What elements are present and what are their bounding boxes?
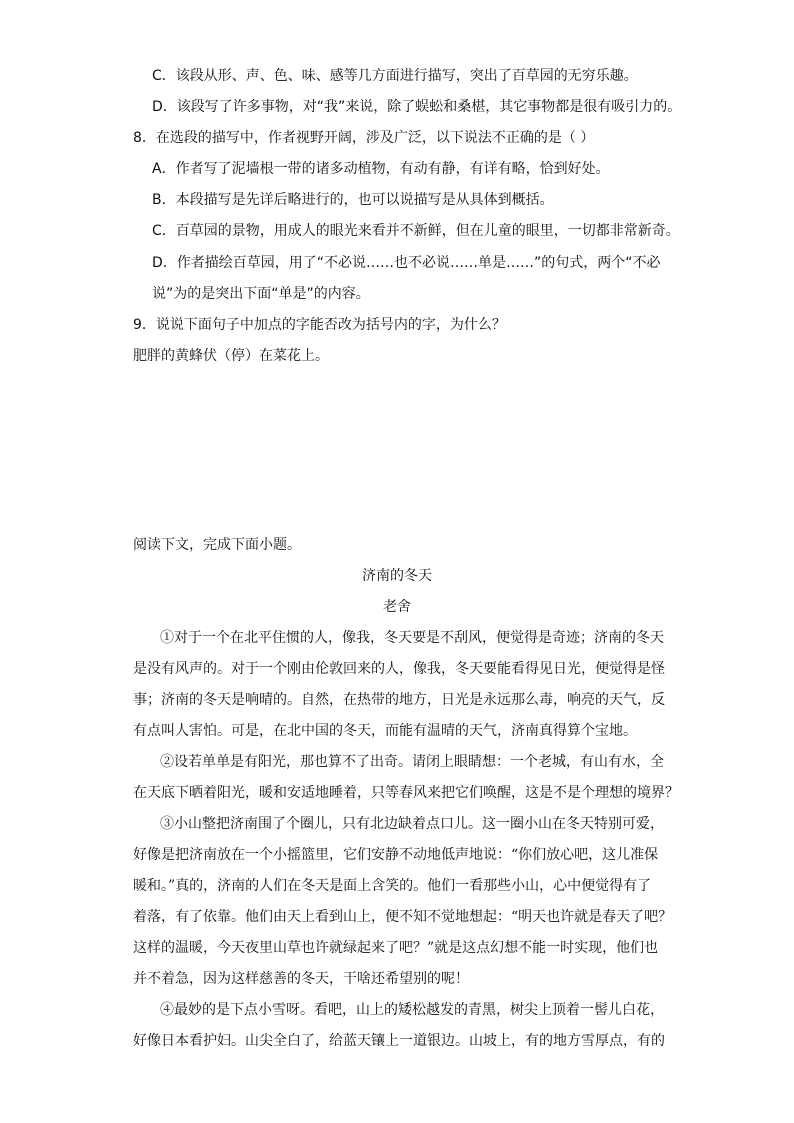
essay-line: 着落，有了依靠。他们由天上看到山上，便不知不觉地想起：“明天也许就是春天了吧？ <box>133 909 673 925</box>
q7-option-c: C．该段从形、声、色、味、感等几方面进行描写，突出了百草园的无穷乐趣。 <box>152 68 638 84</box>
essay-line: 暖和。”真的，济南的人们在冬天是面上含笑的。他们一看那些小山，心中便觉得有了 <box>133 878 652 894</box>
essay-line: ①对于一个在北平住惯的人，像我，冬天要是不刮风，便觉得是奇迹；济南的冬天 <box>160 630 664 646</box>
essay-line: 是没有风声的。对于一个刚由伦敦回来的人，像我，冬天要能看得见日光，便觉得是怪 <box>133 661 665 677</box>
q8-option-c: C．百草园的景物，用成人的眼光来看并不新鲜，但在儿童的眼里，一切都非常新奇。 <box>152 223 680 239</box>
q7-option-d: D．该段写了许多事物，对“我”来说，除了蜈蚣和桑椹，其它事物都是很有吸引力的。 <box>152 99 682 115</box>
essay-line: 在天底下晒着阳光，暖和安适地睡着，只等春风来把它们唤醒，这是不是个理想的境界？ <box>133 785 679 801</box>
essay-line: ④最妙的是下点小雪呀。看吧，山上的矮松越发的青黑，树尖上顶着一髻儿白花， <box>160 1002 664 1018</box>
essay-line: 这样的温暖，今天夜里山草也许就绿起来了吧？”就是这点幻想不能一时实现，他们也 <box>133 940 659 956</box>
reading-instruction: 阅读下文，完成下面小题。 <box>133 537 301 553</box>
q8-option-b: B．本段描写是先详后略进行的，也可以说描写是从具体到概括。 <box>152 192 554 208</box>
essay-line: 并不着急，因为这样慈善的冬天，干啥还希望别的呢！ <box>133 971 469 987</box>
essay-author: 老舍 <box>383 599 411 615</box>
q8-stem: 8．在选段的描写中，作者视野开阔，涉及广泛，以下说法不正确的是（ ） <box>133 130 595 146</box>
essay-line: 好像是把济南放在一个小摇篮里，它们安静不动地低声地说：“你们放心吧，这儿准保 <box>133 847 659 863</box>
essay-line: 事；济南的冬天是响晴的。自然，在热带的地方，日光是永远那么毒，响亮的天气，反 <box>133 692 665 708</box>
q8-option-d-line1: D．作者描绘百草园，用了“不必说……也不必说……单是……”的句式，两个“不必 <box>152 255 661 271</box>
q9-sentence: 肥胖的黄蜂伏（停）在菜花上。 <box>133 348 329 364</box>
essay-line: 好像日本看护妇。山尖全白了，给蓝天镶上一道银边。山坡上，有的地方雪厚点，有的 <box>133 1033 665 1049</box>
essay-line: ③小山整把济南围了个圈儿，只有北边缺着点口儿。这一圈小山在冬天特别可爱， <box>160 816 664 832</box>
essay-line: ②设若单单是有阳光，那也算不了出奇。请闭上眼睛想：一个老城，有山有水，全 <box>160 754 664 770</box>
essay-title: 济南的冬天 <box>362 568 432 584</box>
q8-option-d-line2: 说”为的是突出下面“单是”的内容。 <box>152 286 370 302</box>
q8-option-a: A．作者写了泥墙根一带的诸多动植物，有动有静，有详有略，恰到好处。 <box>152 161 610 177</box>
q9-stem: 9．说说下面句子中加点的字能否改为括号内的字，为什么？ <box>133 317 506 333</box>
essay-line: 有点叫人害怕。可是，在北中国的冬天，而能有温晴的天气，济南真得算个宝地。 <box>133 723 637 739</box>
